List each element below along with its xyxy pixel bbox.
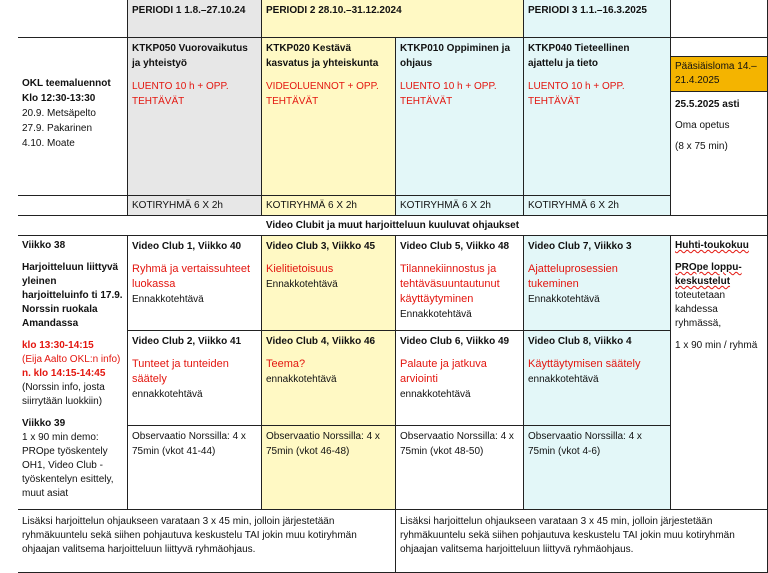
observation-1 — [128, 426, 262, 510]
course-3-cell — [396, 38, 524, 196]
course-3-code: KTKP010 Oppiminen ja ohjaus — [400, 43, 511, 69]
period-3-label: PERIODI 3 1.1.–16.3.2025 — [528, 5, 647, 16]
week-39-label: Viikko 39 — [22, 418, 66, 429]
week-38-label: Viikko 38 — [22, 240, 66, 251]
video-club-5-topic: Tilannekiinnostus ja tehtäväsuuntautunut käyttäytyminen — [400, 263, 500, 305]
right-info-title: Huhti-toukokuu — [675, 240, 749, 251]
left-info-cell — [18, 236, 128, 510]
video-club-7 — [524, 236, 671, 331]
observation-1-line-1: Observaatio Norssilla: 4 x — [132, 431, 246, 442]
video-club-2-topic: Tunteet ja tunteiden säätely — [132, 358, 229, 385]
video-club-4-topic: Teema? — [266, 358, 306, 370]
prope-label: PROpe loppu-keskustelut — [675, 262, 742, 287]
period-3-header — [524, 0, 671, 38]
okl-lectures-cell — [18, 38, 128, 196]
section-header-label: Video Clubit ja muut harjoitteluun kuuluvat ohjaukset — [265, 220, 520, 231]
video-club-7-title: Video Club 7, Viikko 3 — [528, 241, 632, 252]
observation-2 — [262, 426, 396, 510]
video-club-8 — [524, 331, 671, 426]
okl-line-3: 4.10. Moate — [22, 138, 75, 149]
video-club-6-title: Video Club 6, Viikko 49 — [400, 336, 510, 347]
observation-2-line-2: 75min (vkot 46-48) — [266, 446, 350, 457]
video-club-4-task: ennakkotehtävä — [266, 374, 337, 385]
course-1-cell — [128, 38, 262, 196]
course-1-lecture: LUENTO 10 h + OPP. TEHTÄVÄT — [132, 81, 229, 107]
video-club-7-topic: Ajatteluprosessien tukeminen — [528, 263, 618, 290]
header-right-empty — [671, 0, 768, 38]
footer-left-text: Lisäksi harjoittelun ohjaukseen varataan 3 x 45 min, jolloin järjestetään ryhmäkuuntelu sekä siihen pohjautuva keskustelu TAI jokin muu kotiryhmän ohjaajan valitsema harjoitteluun liittyvä ryhmäohjaus. — [22, 516, 357, 555]
footer-left-cell — [18, 510, 396, 573]
info-time-1: klo 13:30-14:15 — [22, 340, 94, 351]
easter-line-2: (8 x 75 min) — [675, 141, 728, 152]
video-club-3-topic: Kielitietoisuus — [266, 263, 334, 275]
header-empty-cell — [18, 0, 128, 38]
observation-4-line-1: Observaatio Norssilla: 4 x — [528, 431, 642, 442]
okl-line-1: 20.9. Metsäpelto — [22, 108, 96, 119]
footer-right-text: Lisäksi harjoittelun ohjaukseen varataan 3 x 45 min, jolloin järjestetään ryhmäkuuntelu sekä siihen pohjautuva keskustelu TAI jokin muu kotiryhmän ohjaajan valitsema harjoitteluun liittyvä ryhmäohjaus. — [400, 516, 735, 555]
course-4-group — [524, 196, 671, 216]
video-club-1-topic: Ryhmä ja vertaissuhteet luokassa — [132, 263, 250, 290]
video-club-2-task: ennakkotehtävä — [132, 389, 203, 400]
observation-3-line-2: 75min (vkot 48-50) — [400, 446, 484, 457]
video-club-4 — [262, 331, 396, 426]
video-club-6-topic: Palaute ja jatkuva arviointi — [400, 358, 487, 385]
course-2-group — [262, 196, 396, 216]
video-club-4-title: Video Club 4, Viikko 46 — [266, 336, 376, 347]
observation-4-line-2: 75min (vkot 4-6) — [528, 446, 601, 457]
course-2-cell — [262, 38, 396, 196]
observation-2-line-1: Observaatio Norssilla: 4 x — [266, 431, 380, 442]
video-club-7-task: Ennakkotehtävä — [528, 294, 600, 305]
course-4-code: KTKP040 Tieteellinen ajattelu ja tieto — [528, 43, 630, 69]
video-club-5 — [396, 236, 524, 331]
course-4-cell — [524, 38, 671, 196]
video-club-6 — [396, 331, 524, 426]
video-club-3-title: Video Club 3, Viikko 45 — [266, 241, 376, 252]
okl-title: OKL teemaluennot Klo 12:30-13:30 — [22, 78, 111, 104]
observation-4 — [524, 426, 671, 510]
footer-right-cell — [396, 510, 768, 573]
general-info-text: Harjoitteluun liittyvä yleinen harjoitteluinfo ti 17.9. Norssin ruokala Amandassa — [22, 262, 123, 329]
prope-desc: toteutetaan kahdessa ryhmässä, — [675, 290, 726, 329]
observation-3-line-1: Observaatio Norssilla: 4 x — [400, 431, 514, 442]
course-4-group-label: KOTIRYHMÄ 6 X 2h — [528, 200, 619, 211]
norssi-info: (Norssin info, josta siirrytään luokkiin) — [22, 382, 105, 407]
easter-holiday-label: Pääsiäisloma 14.–21.4.2025 — [675, 61, 757, 86]
period-2-header — [262, 0, 524, 38]
prope-duration: 1 x 90 min / ryhmä — [675, 340, 758, 351]
observation-1-line-2: 75min (vkot 41-44) — [132, 446, 216, 457]
video-club-2-title: Video Club 2, Viikko 41 — [132, 336, 242, 347]
video-club-1-title: Video Club 1, Viikko 40 — [132, 241, 242, 252]
course-1-group — [128, 196, 262, 216]
easter-cell — [671, 38, 768, 216]
period-1-label: PERIODI 1 1.8.–27.10.24 — [132, 5, 246, 16]
video-club-1 — [128, 236, 262, 331]
video-club-5-task: Ennakkotehtävä — [400, 309, 472, 320]
video-club-6-task: ennakkotehtävä — [400, 389, 471, 400]
video-club-5-title: Video Club 5, Viikko 48 — [400, 241, 510, 252]
course-2-code: KTKP020 Kestävä kasvatus ja yhteiskunta — [266, 43, 379, 69]
easter-line-1: Oma opetus — [675, 120, 730, 131]
course-1-code: KTKP050 Vuorovaikutus ja yhteistyö — [132, 43, 248, 69]
course-3-group-label: KOTIRYHMÄ 6 X 2h — [400, 200, 491, 211]
demo-text: 1 x 90 min demo: PROpe työskentely OH1, Video Club -työskentelyn esittely, muut asiat — [22, 432, 114, 499]
easter-holiday-box — [671, 56, 767, 92]
video-club-8-topic: Käyttäytymisen säätely — [528, 358, 641, 370]
video-club-2 — [128, 331, 262, 426]
video-club-8-task: ennakkotehtävä — [528, 374, 599, 385]
okl-line-2: 27.9. Pakarinen — [22, 123, 93, 134]
info-person: (Eija Aalto OKL:n info) — [22, 354, 121, 365]
course-3-group — [396, 196, 524, 216]
observation-3 — [396, 426, 524, 510]
course-2-lecture: VIDEOLUENNOT + OPP. TEHTÄVÄT — [266, 81, 379, 107]
easter-date: 25.5.2025 asti — [675, 99, 740, 110]
course-4-lecture: LUENTO 10 h + OPP. TEHTÄVÄT — [528, 81, 625, 107]
video-club-1-task: Ennakkotehtävä — [132, 294, 204, 305]
section-header — [18, 216, 768, 236]
course-2-group-label: KOTIRYHMÄ 6 X 2h — [266, 200, 357, 211]
period-2-label: PERIODI 2 28.10.–31.12.2024 — [266, 5, 402, 16]
video-club-3-task: Ennakkotehtävä — [266, 279, 338, 290]
group-empty-cell — [18, 196, 128, 216]
period-1-header — [128, 0, 262, 38]
course-3-lecture: LUENTO 10 h + OPP. TEHTÄVÄT — [400, 81, 497, 107]
right-info-cell — [671, 236, 768, 510]
video-club-3 — [262, 236, 396, 331]
course-1-group-label: KOTIRYHMÄ 6 X 2h — [132, 200, 223, 211]
info-time-2: n. klo 14:15-14:45 — [22, 368, 106, 379]
video-club-8-title: Video Club 8, Viikko 4 — [528, 336, 632, 347]
